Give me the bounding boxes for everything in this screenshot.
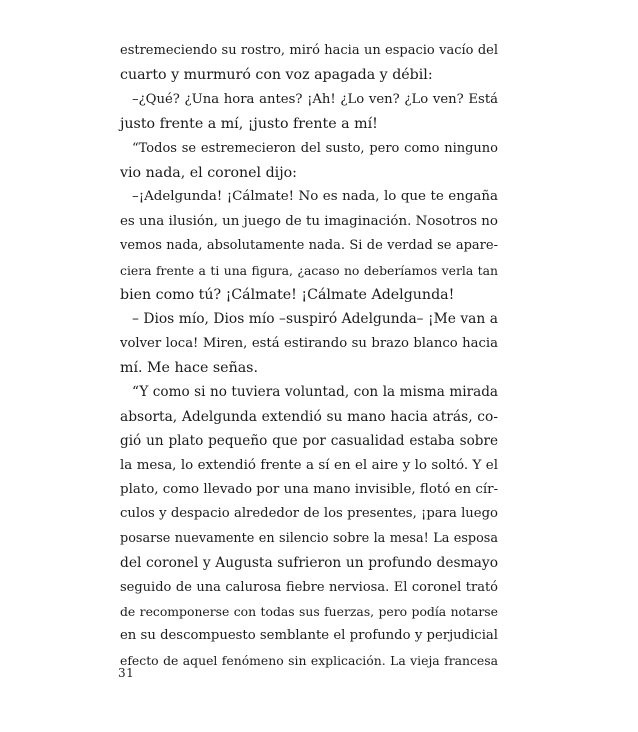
text-line: “Y como si no tuviera voluntad, con la misma mirada <box>132 384 498 401</box>
text-line: justo frente a mí, ¡justo frente a mí! <box>120 116 378 133</box>
text-line: en su descompuesto semblante el profundo y perjudicial <box>120 628 498 644</box>
text-line: – Dios mío, Dios mío –suspiró Adelgunda– ¡Me van a <box>132 311 498 328</box>
text-line: absorta, Adelgunda extendió su mano hacia atrás, co- <box>120 408 498 425</box>
text-line: la mesa, lo extendió frente a sí en el aire y lo soltó. Y el <box>120 457 498 473</box>
text-line: del coronel y Augusta sufrieron un profundo desmayo <box>120 555 498 572</box>
text-line: seguido de una calurosa fiebre nerviosa. El coronel trató <box>120 579 498 595</box>
text-line: culos y despacio alrededor de los presentes, ¡para luego <box>120 506 498 522</box>
text-line: ciera frente a ti una figura, ¿acaso no deberíamos verla tan <box>120 262 498 278</box>
text-line: de recomponerse con todas sus fuerzas, pero podía notarse <box>120 603 498 619</box>
text-line: vemos nada, absolutamente nada. Si de verdad se apare- <box>120 238 498 254</box>
text-line: mí. Me hace señas. <box>120 360 258 377</box>
text-line: gió un plato pequeño que por casualidad estaba sobre <box>120 433 498 450</box>
text-line: vio nada, el coronel dijo: <box>120 164 297 181</box>
text-line: –¡Adelgunda! ¡Cálmate! No es nada, lo que te engaña <box>132 189 498 205</box>
body-text <box>120 39 498 673</box>
text-line: bien como tú? ¡Cálmate! ¡Cálmate Adelgunda! <box>120 286 455 303</box>
text-line: posarse nuevamente en silencio sobre la mesa! La esposa <box>120 530 498 546</box>
text-line: –¿Qué? ¿Una hora antes? ¡Ah! ¿Lo ven? ¿Lo ven? Está <box>132 91 498 107</box>
text-line: efecto de aquel fenómeno sin explicación. La vieja francesa <box>120 652 498 668</box>
text-line: volver loca! Miren, está estirando su brazo blanco hacia <box>120 335 498 351</box>
text-line: cuarto y murmuró con voz apagada y débil: <box>120 67 433 84</box>
page-number: 31 <box>118 666 135 680</box>
text-line: estremeciendo su rostro, miró hacia un espacio vacío del <box>120 43 498 58</box>
text-line: “Todos se estremecieron del susto, pero como ninguno <box>132 140 498 156</box>
text-line: es una ilusión, un juego de tu imaginación. Nosotros no <box>120 213 498 229</box>
text-line: plato, como llevado por una mano invisible, flotó en cír- <box>120 482 499 498</box>
